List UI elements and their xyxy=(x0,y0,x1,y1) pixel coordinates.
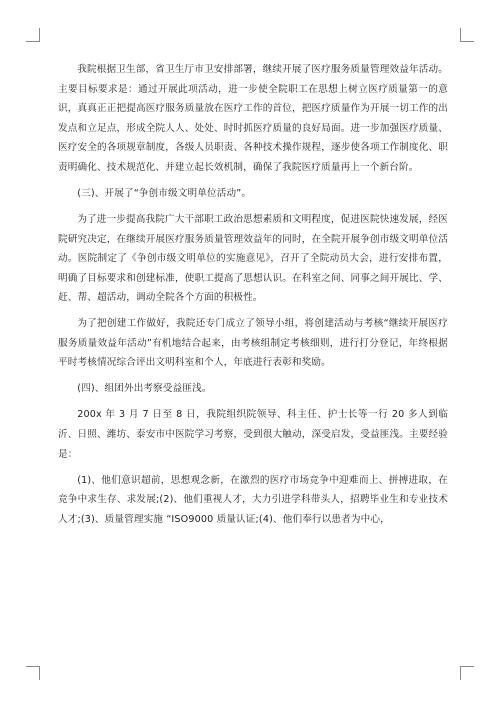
paragraph-study-trip: 200x 年 3 月 7 日至 8 日，我院组织院领导、科主任、护士长等一行 20 多人到临沂、日照、潍坊、泰安市中医院学习考察，受到很大触动，深受启发，受益匪浅。主要经验是： xyxy=(58,409,448,460)
paragraph-civilized-unit: 为了进一步提高我院广大干部职工政治思想素质和文明程度，促进医院快速发展，经医院研究决定，在继续开展医疗服务质量管理效益年的同时，在全院开展争创市级文明单位活动。医院制定了《争创市级文明单位的实施意见》，召开了全院动员大会，进行安排布置，明确了目标要求和创建标准，使职工提高了思想认识。在科室之间、同事之间开展比、学、赶、帮、超活动，调动全院各个方面的积极性。 xyxy=(58,213,448,304)
crop-mark-bottom-left-horizontal xyxy=(26,666,40,667)
crop-mark-top-left-vertical xyxy=(39,28,40,42)
crop-mark-top-left-horizontal xyxy=(26,41,40,42)
crop-mark-top-right-vertical xyxy=(460,28,461,42)
paragraph-leadership-group: 为了把创建工作做好，我院还专门成立了领导小组，将创建活动与考核“继续开展医疗服务质量效益年活动”有机地结合起来，由考核组制定考核细则，进行打分登记，年终根据平时考核情况综合评出文明科室和个人，年底进行表彰和奖励。 xyxy=(58,318,448,369)
paragraph-experience-list: (1)、他们意识超前，思想观念新，在激烈的医疗市场竞争中迎难而上、拼搏进取，在竞争中求生存、求发展;(2)、他们重视人才，大力引进学科带头人，招聘毕业生和专业技术人才;(3)、质量管理实施 “ISO9000 质量认证;(4)、他们奉行以患者为中心， xyxy=(58,474,448,525)
document-body xyxy=(58,60,448,536)
crop-mark-bottom-left-vertical xyxy=(39,666,40,680)
crop-mark-bottom-right-horizontal xyxy=(460,666,474,667)
crop-mark-bottom-right-vertical xyxy=(460,666,461,680)
paragraph-quality-management: 我院根据卫生部，省卫生厅市卫安排部署，继续开展了医疗服务质量管理效益年活动。主要目标要求是：通过开展此项活动，进一步使全院职工在思想上树立医疗质量第一的意识，真真正正把提高医疗服务质量放在医疗工作的首位，把医疗质量作为开展一切工作的出发点和立足点，形成全院人人、处处、时时抓医疗质量的良好局面。进一步加强医疗质量、医疗安全的各项规章制度，各级人员职责、各种技术操作规程，逐步使各项工作制度化、职责明确化、技术规范化、并建立起长效机制，确保了我院医疗质量再上一个新台阶。 xyxy=(58,64,448,173)
section-heading-4: (四)、组团外出考察受益匪浅。 xyxy=(77,383,212,395)
section-heading-3: (三)、开展了“争创市级文明单位活动”。 xyxy=(77,187,252,199)
crop-mark-top-right-horizontal xyxy=(460,41,474,42)
